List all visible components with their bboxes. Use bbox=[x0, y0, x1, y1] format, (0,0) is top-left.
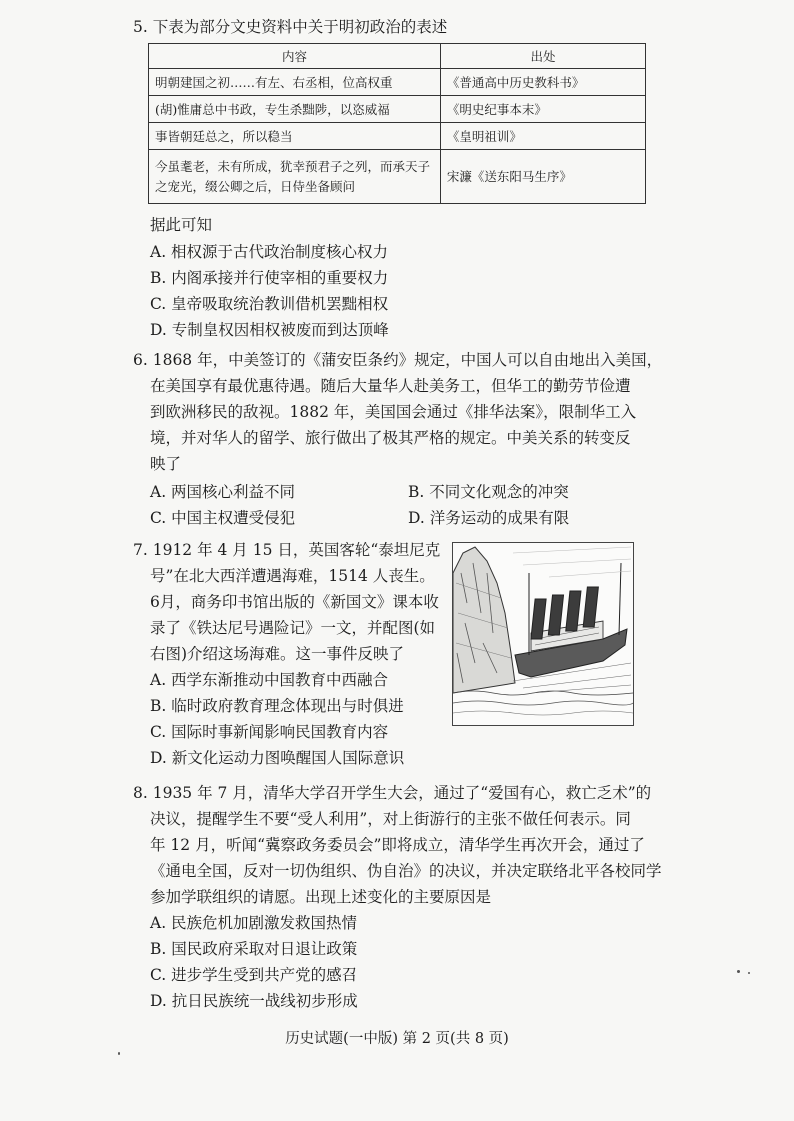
table-cell-content: 明朝建国之初……有左、右丞相，位高权重 bbox=[149, 69, 441, 96]
q6-option-d[interactable]: D. 洋务运动的成果有限 bbox=[408, 509, 570, 527]
q8-option-c[interactable]: C. 进步学生受到共产党的感召 bbox=[150, 966, 358, 984]
table-cell-source: 宋濂《送东阳马生序》 bbox=[440, 150, 645, 204]
q7-stem-line: 录了《铁达尼号遇险记》一文，并配图(如 bbox=[150, 619, 436, 637]
q5-option-a[interactable]: A. 相权源于古代政治制度核心权力 bbox=[150, 243, 389, 261]
q8-stem-line: 年 12 月，听闻“冀察政务委员会”即将成立，清华学生再次开会，通过了 bbox=[150, 836, 645, 854]
table-row bbox=[149, 69, 646, 96]
q6-stem-line: 6. 1868 年，中美签订的《蒲安臣条约》规定，中国人可以自由地出入美国， bbox=[133, 351, 663, 369]
q5-option-c[interactable]: C. 皇帝吸取统治教训借机罢黜相权 bbox=[150, 295, 389, 313]
q8-stem-line: 8. 1935 年 7 月，清华大学召开学生大会，通过了“爱国有心，救亡乏术”的 bbox=[133, 784, 652, 802]
table-header-source: 出处 bbox=[440, 44, 645, 69]
q8-stem-line: 决议，提醒学生不要“受人利用”，对上街游行的主张不做任何表示。同 bbox=[150, 810, 631, 828]
q7-option-b[interactable]: B. 临时政府教育理念体现出与时俱进 bbox=[150, 697, 404, 715]
q8-option-d[interactable]: D. 抗日民族统一战线初步形成 bbox=[150, 992, 358, 1010]
q6-option-a[interactable]: A. 两国核心利益不同 bbox=[150, 483, 296, 501]
titanic-illustration bbox=[452, 542, 634, 726]
q7-option-a[interactable]: A. 西学东渐推动中国教育中西融合 bbox=[150, 671, 389, 689]
q8-option-b[interactable]: B. 国民政府采取对日退让政策 bbox=[150, 940, 358, 958]
q7-stem-line: 右图)介绍这场海难。这一事件反映了 bbox=[150, 645, 405, 663]
q8-option-a[interactable]: A. 民族危机加剧激发救国热情 bbox=[150, 914, 358, 932]
table-row bbox=[149, 96, 646, 123]
table-header-content: 内容 bbox=[149, 44, 441, 69]
q7-stem-line: 6月，商务印书馆出版的《新国文》课本收 bbox=[150, 593, 439, 611]
q5-source-table bbox=[148, 43, 646, 204]
q6-option-c[interactable]: C. 中国主权遭受侵犯 bbox=[150, 509, 296, 527]
scan-speck bbox=[118, 1052, 120, 1055]
table-row bbox=[149, 123, 646, 150]
scan-speck bbox=[748, 972, 750, 974]
q7-stem-line: 7. 1912 年 4 月 15 日，英国客轮“泰坦尼克 bbox=[133, 541, 441, 559]
table-cell-content: (胡)惟庸总中书政，专生杀黜陟，以恣威福 bbox=[149, 96, 441, 123]
q6-stem-line: 在美国享有最优惠待遇。随后大量华人赴美务工，但华工的勤劳节俭遭 bbox=[150, 377, 631, 395]
table-cell-source: 《明史纪事本末》 bbox=[440, 96, 645, 123]
table-cell-source: 《皇明祖训》 bbox=[440, 123, 645, 150]
table-cell-content: 事皆朝廷总之，所以稳当 bbox=[149, 123, 441, 150]
titanic-sketch-icon bbox=[453, 543, 633, 725]
q5-option-b[interactable]: B. 内阁承接并行使宰相的重要权力 bbox=[150, 269, 389, 287]
table-row bbox=[149, 150, 646, 204]
page-footer: 历史试题(一中版) 第 2 页(共 8 页) bbox=[285, 1031, 509, 1047]
q6-option-b[interactable]: B. 不同文化观念的冲突 bbox=[408, 483, 569, 501]
q6-stem-line: 映了 bbox=[150, 455, 182, 473]
q5-lead: 据此可知 bbox=[150, 216, 213, 234]
table-cell-source: 《普通高中历史教科书》 bbox=[440, 69, 645, 96]
scan-speck bbox=[737, 970, 740, 973]
q7-option-c[interactable]: C. 国际时事新闻影响民国教育内容 bbox=[150, 723, 389, 741]
q6-stem-line: 到欧洲移民的敌视。1882 年，美国国会通过《排华法案》，限制华工入 bbox=[150, 403, 637, 421]
q5-stem: 5. 下表为部分文史资料中关于明初政治的表述 bbox=[133, 18, 448, 36]
table-header-row bbox=[149, 44, 646, 69]
q8-stem-line: 《通电全国，反对一切伪组织、伪自治》的决议，并决定联络北平各校同学 bbox=[150, 862, 662, 880]
q8-stem-line: 参加学联组织的请愿。出现上述变化的主要原因是 bbox=[150, 888, 492, 906]
q6-stem-line: 境，并对华人的留学、旅行做出了极其严格的规定。中美关系的转变反 bbox=[150, 429, 631, 447]
q5-option-d[interactable]: D. 专制皇权因相权被废而到达顶峰 bbox=[150, 321, 389, 339]
table-cell-content: 今虽耄老，未有所成，犹幸预君子之列，而承天子之宠光，缀公卿之后，日侍坐备顾问 bbox=[149, 150, 441, 204]
q7-option-d[interactable]: D. 新文化运动力图唤醒国人国际意识 bbox=[150, 749, 405, 767]
q7-stem-line: 号”在北大西洋遭遇海难，1514 人丧生。 bbox=[150, 567, 435, 585]
